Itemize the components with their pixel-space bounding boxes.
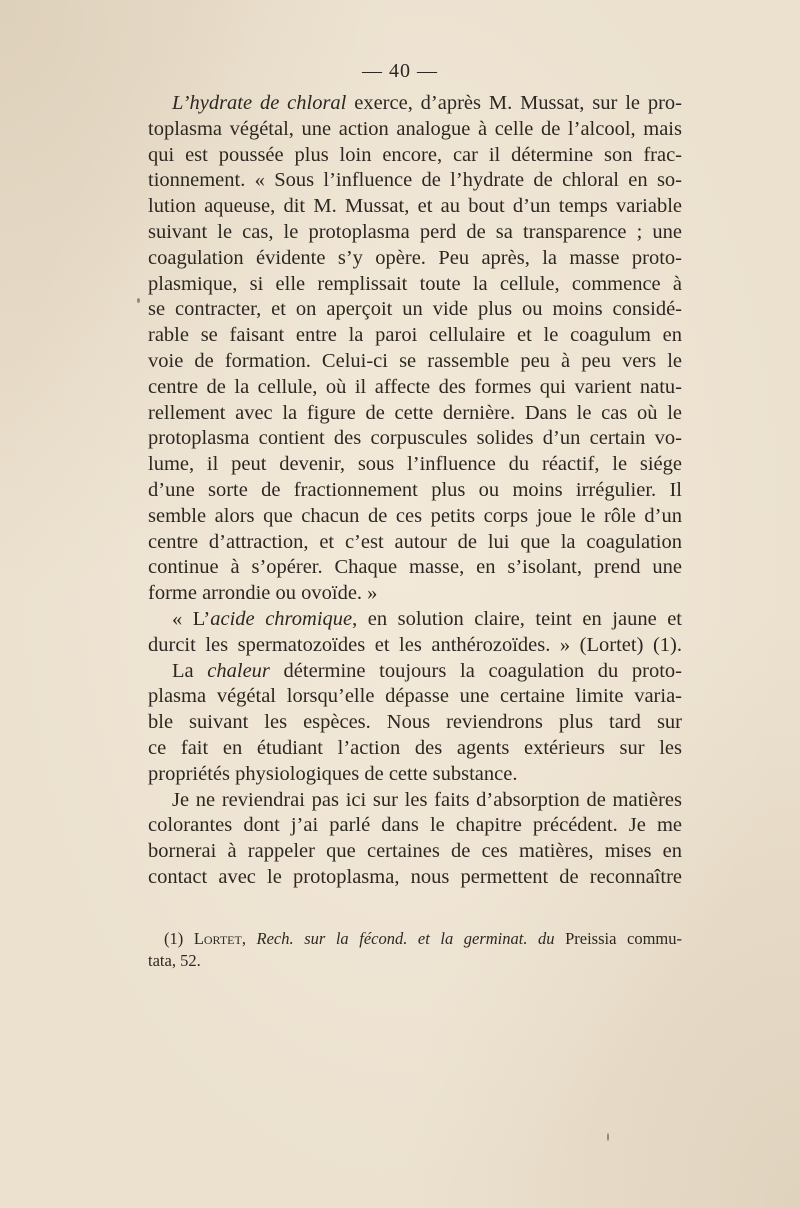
text-line: centre de la cellule, où il affecte des formes qui varient natu- (148, 375, 682, 398)
text-line: suivant le cas, le protoplasma perd de sa transparence ; une (148, 220, 682, 243)
text-line: rellement avec la figure de cette dernière. Dans le cas où le (148, 401, 682, 424)
text-run: « L’ (172, 607, 211, 630)
text-line (148, 659, 682, 685)
text-line: semble alors que chacun de ces petits corps joue le rôle d’un (148, 504, 682, 527)
text-line: durcit les spermatozoïdes et les anthérozoïdes. » (Lortet) (1). (148, 633, 682, 656)
italic-term: acide chromique (210, 607, 353, 630)
text-run: Preissia commu- (554, 929, 682, 948)
paper-speck (137, 298, 140, 303)
italic-term: chaleur (207, 659, 270, 682)
text-line: colorantes dont j’ai parlé dans le chapitre précédent. Je me (148, 814, 682, 837)
text-line: continue à s’opérer. Chaque masse, en s’isolant, prend une (148, 556, 682, 579)
text-run: , en solution claire, teint en jaune et (352, 607, 683, 630)
text-line: qui est poussée plus loin encore, car il détermine son frac- (148, 143, 682, 166)
text-run: exerce, d’après M. Mussat, sur le pro- (346, 92, 683, 114)
text-line: propriétés physiologiques de cette substance. (148, 762, 518, 785)
text-line: coagulation évidente s’y opère. Peu après, la masse proto- (148, 246, 682, 269)
text-line: Je ne reviendrai pas ici sur les faits d’absorption de matières (172, 788, 682, 811)
text-line: voie de formation. Celui-ci se rassemble peu à peu vers le (148, 349, 682, 372)
footnote-mark: (1) (164, 929, 194, 948)
text-line: plasma végétal lorsqu’elle dépasse une certaine limite varia- (148, 685, 682, 708)
main-text (148, 91, 682, 891)
text-line: toplasma végétal, une action analogue à celle de l’alcool, mais (148, 117, 682, 140)
text-line: ce fait en étudiant l’action des agents extérieurs sur les (148, 736, 682, 759)
italic-term: L’hydrate de chloral (172, 92, 347, 114)
footnote (148, 928, 682, 972)
text-run: détermine toujours la coagulation du proto- (269, 659, 682, 682)
footnote-reference: Rech. sur la fécond. et la germinat. du (256, 929, 555, 948)
paper-speck (607, 1133, 609, 1141)
text-line: centre d’attraction, et c’est autour de lui que la coagulation (148, 530, 682, 553)
text-run: La (172, 659, 208, 682)
page-number: — 40 — (362, 60, 438, 82)
footnote-line (148, 928, 682, 950)
text-line: lution aqueuse, dit M. Mussat, et au bout d’un temps variable (148, 195, 682, 218)
text-run: , (241, 929, 257, 948)
text-line: ble suivant les espèces. Nous reviendrons plus tard sur (148, 711, 682, 734)
text-line: rable se faisant entre la paroi cellulaire et le coagulum en (148, 324, 682, 347)
footnote-line: tata, 52. (148, 951, 201, 970)
text-line: d’une sorte de fractionnement plus ou moins irrégulier. Il (148, 478, 682, 501)
text-line: bornerai à rappeler que certaines de ces matières, mises en (148, 840, 682, 863)
text-line: se contracter, et on aperçoit un vide plus ou moins considé- (148, 298, 682, 321)
text-line (148, 607, 682, 633)
text-line: contact avec le protoplasma, nous permettent de reconnaître (148, 865, 682, 888)
text-line: protoplasma contient des corpuscules solides d’un certain vo- (148, 427, 682, 450)
text-line (148, 91, 682, 117)
text-line: forme arrondie ou ovoïde. » (148, 582, 378, 605)
text-line: lume, il peut devenir, sous l’influence du réactif, le siége (148, 453, 682, 476)
text-line: tionnement. « Sous l’influence de l’hydrate de chloral en so- (148, 169, 682, 192)
footnote-author: Lortet (193, 929, 242, 948)
text-line: plasmique, si elle remplissait toute la cellule, commence à (148, 272, 682, 295)
